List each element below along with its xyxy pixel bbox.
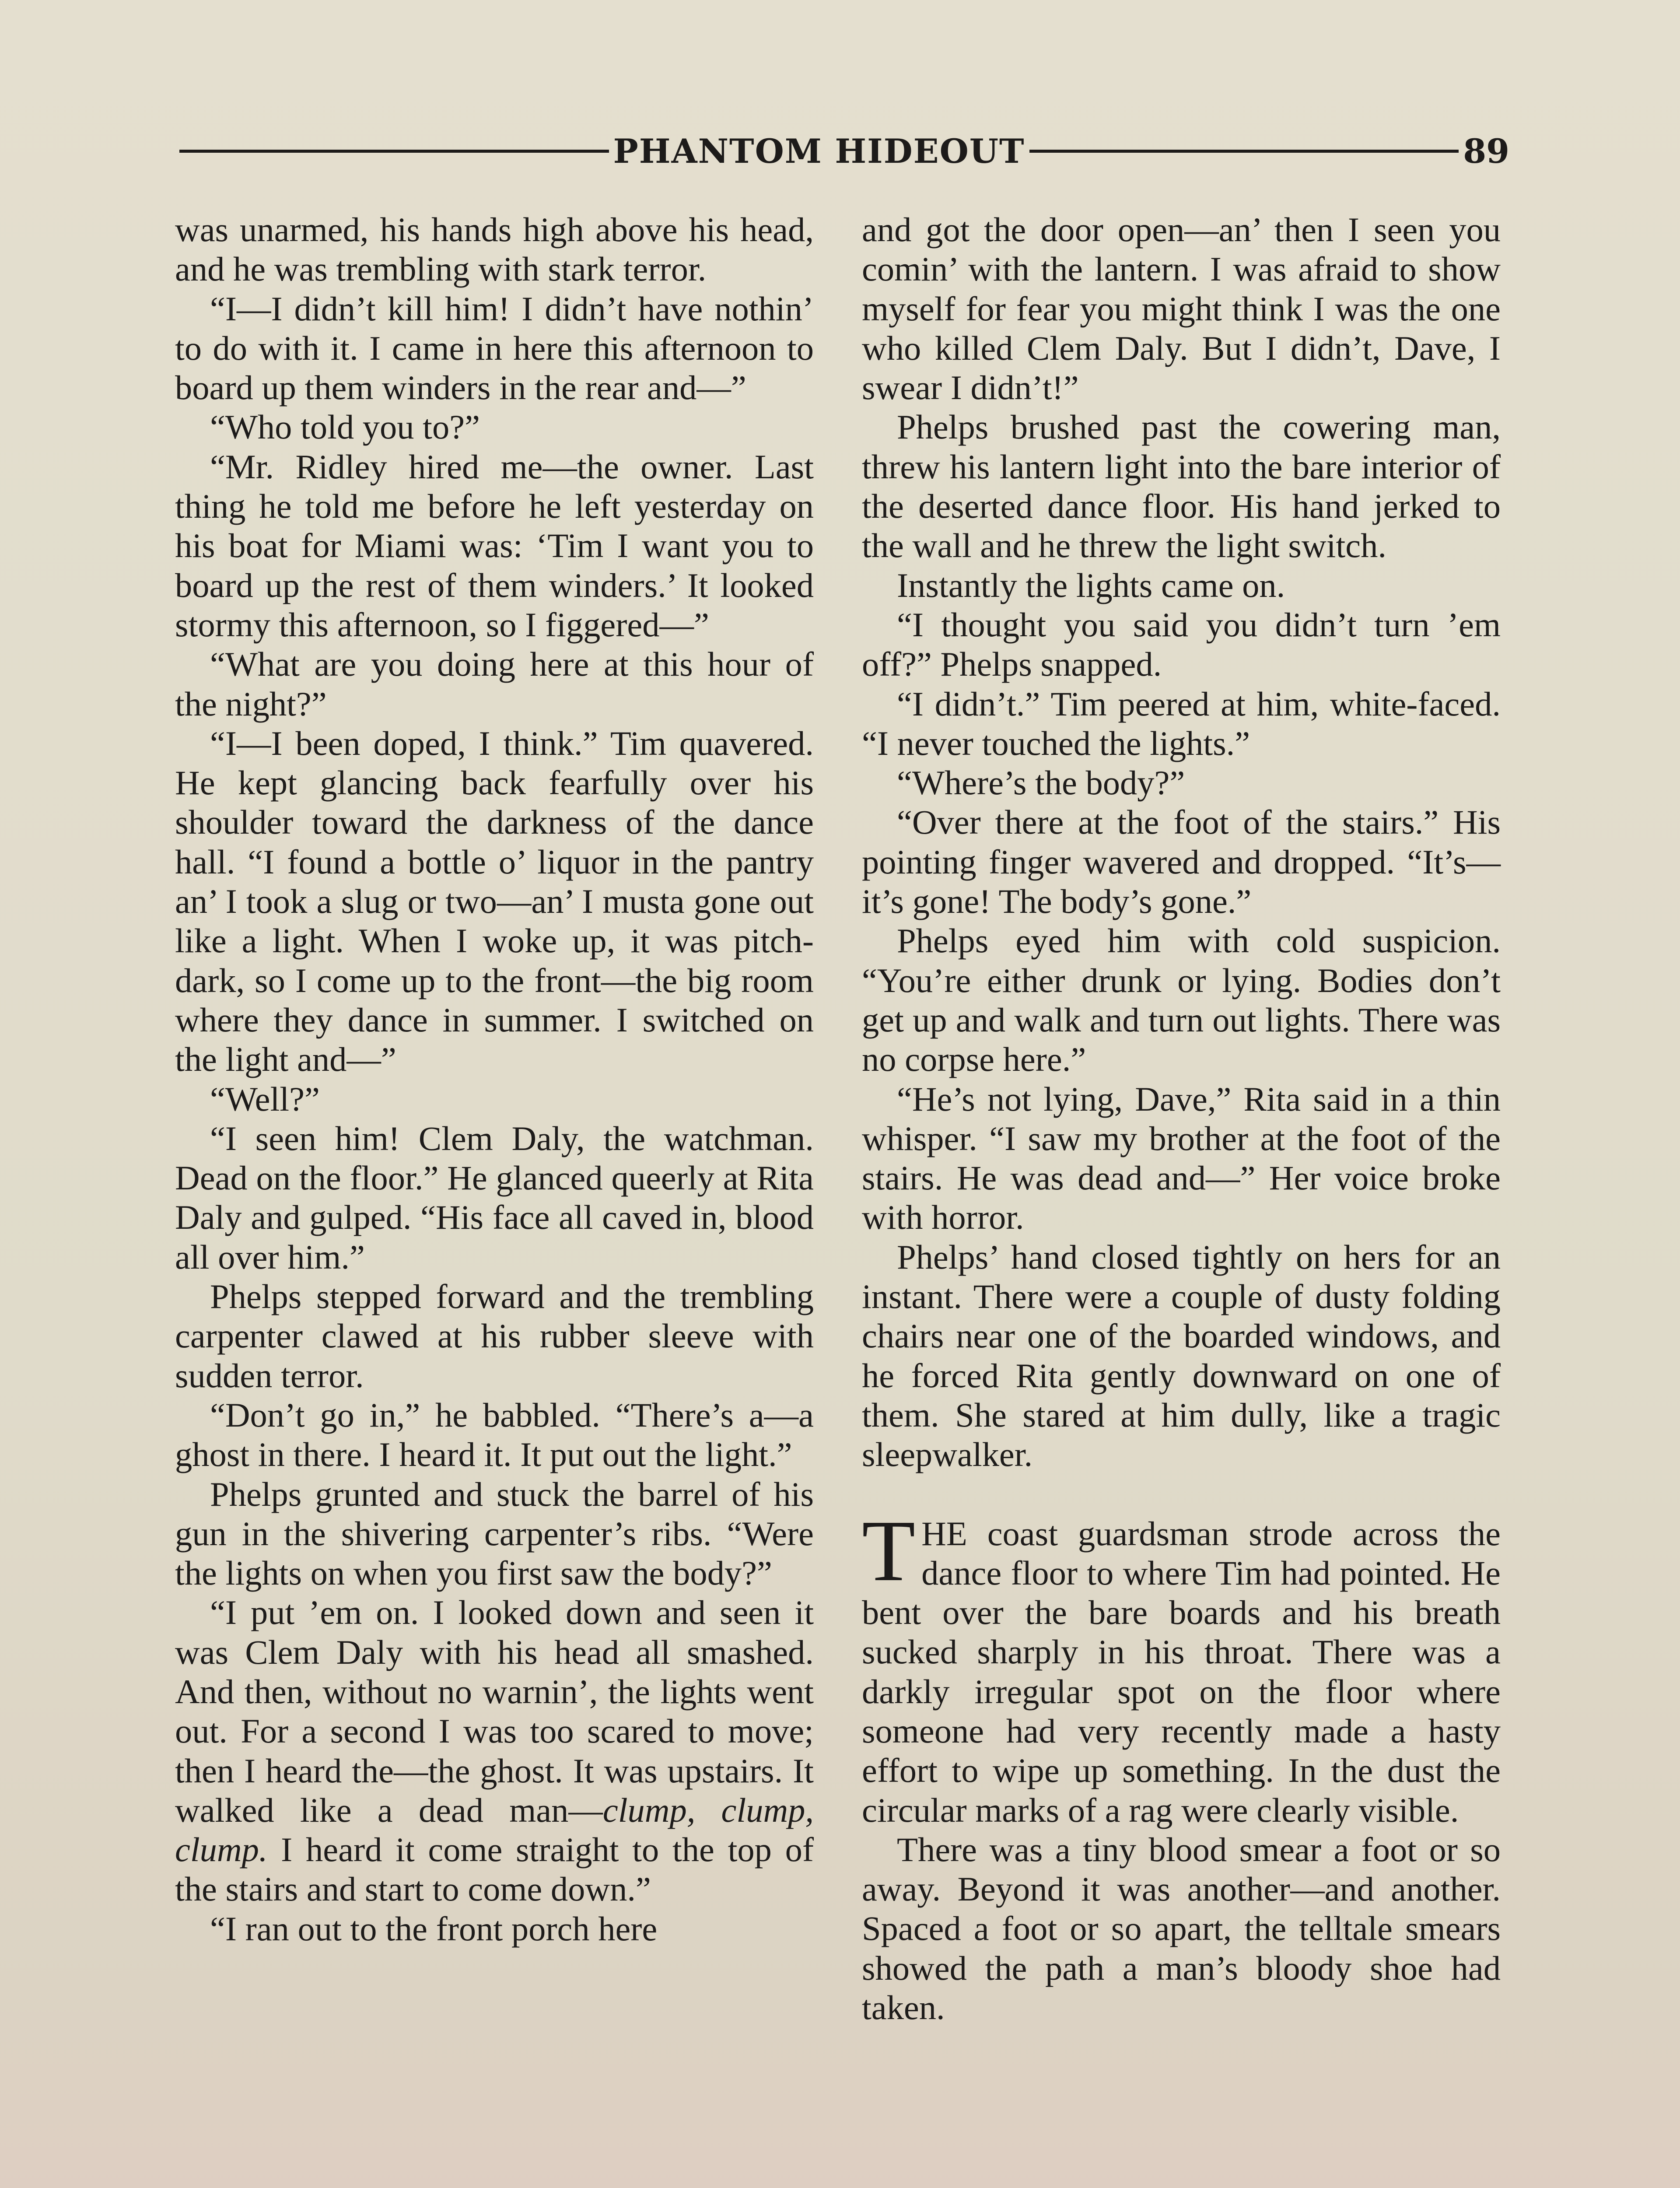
paragraph: “I thought you said you didn’t turn ’em off?” Phelps snapped. (862, 605, 1501, 684)
paragraph: “I ran out to the front porch here (210, 1909, 658, 1948)
paragraph: Phelps brushed past the cowering man, threw his lantern light into the bare interior of the deserted dance floor. His hand jerked to the wall and he threw the light switch. (862, 408, 1501, 565)
paragraph: “Where’s the body?” (897, 764, 1185, 802)
italic-sound-effect: clump, clump, clump. (175, 1791, 814, 1869)
section-opening-paragraph (862, 1502, 1501, 1830)
paragraph: “I seen him! Clem Daly, the watchman. Dead on the floor.” He glanced queerly at Rita Daly and gulped. “His face all caved in, blood all over him.” (175, 1119, 814, 1276)
paragraph: “I—I been doped, I think.” Tim quavered. He kept glancing back fearfully over his shoulder toward the darkness of the dance hall. “I found a bottle o’ liquor in the pantry an’ I took a slug or two—an’ I musta gone out like a light. When I woke up, it was pitch-dark, so I come up to the front—the big room where they dance in summer. I switched on the light and—” (175, 724, 814, 1079)
paragraph: Phelps’ hand closed tightly on hers for an instant. There were a couple of dusty folding chairs near one of the boarded windows, and he forced Rita gently downward on one of them. She stared at him dully, like a tragic sleepwalker. (862, 1238, 1501, 1474)
header-rule-right (1029, 150, 1459, 153)
paragraph: Phelps eyed him with cold suspicion. “You’re either drunk or lying. Bodies don’t get up and walk and turn out lights. There was no corpse here.” (862, 922, 1501, 1079)
page-number: 89 (1463, 131, 1510, 171)
paragraph: and got the door open—an’ then I seen you comin’ with the lantern. I was afraid to show myself for fear you might think I was the one who killed Clem Daly. But I didn’t, Dave, I swear I didn’t!” (862, 210, 1501, 407)
running-title: PHANTOM HIDEOUT (613, 131, 1025, 171)
paragraph: was unarmed, his hands high above his head, and he was trembling with stark terror. (175, 210, 814, 288)
paragraph-text: I heard it come straight to the top of the stairs and start to come down.” (175, 1830, 814, 1908)
paragraph: Instantly the lights came on. (897, 566, 1285, 604)
paragraph: “He’s not lying, Dave,” Rita said in a thin whisper. “I saw my brother at the foot of the stairs. He was dead and—” Her voice broke with horror. (862, 1080, 1501, 1237)
running-header (179, 127, 1509, 175)
drop-cap: T (862, 1502, 916, 1599)
left-column (175, 210, 814, 1949)
right-column (862, 210, 1501, 2027)
paragraph: “Over there at the foot of the stairs.” His pointing finger wavered and dropped. “It’s—it’s gone! The body’s gone.” (862, 803, 1501, 921)
paragraph: “What are you doing here at this hour of the night?” (175, 645, 814, 723)
paragraph: Phelps stepped forward and the trembling carpenter clawed at his rubber sleeve with sudden terror. (175, 1277, 814, 1395)
paragraph (175, 1593, 814, 1909)
paragraph: There was a tiny blood smear a foot or so away. Beyond it was another—and another. Spaced a foot or so apart, the telltale smears showed the path a man’s bloody shoe had taken. (862, 1830, 1501, 2027)
paragraph: “Mr. Ridley hired me—the owner. Last thing he told me before he left yesterday on his boat for Miami was: ‘Tim I want you to board up the rest of them winders.’ It looked stormy this afternoon, so I figgered—” (175, 447, 814, 644)
paragraph: “I—I didn’t kill him! I didn’t have nothin’ to do with it. I came in here this afternoon to board up them winders in the rear and—” (175, 289, 814, 407)
paragraph-text: “I put ’em on. I looked down and seen it was Clem Daly with his head all smashed. And then, without no warnin’, the lights went out. For a second I was too scared to move; then I heard the—the ghost. It was upstairs. It walked like a dead man— (175, 1593, 814, 1829)
header-rule-left (179, 150, 609, 153)
paragraph: “Who told you to?” (210, 408, 480, 446)
paragraph: “I didn’t.” Tim peered at him, white-faced. “I never touched the lights.” (862, 684, 1501, 762)
paragraph-text: HE coast guardsman strode across the dance floor to where Tim had pointed. He bent over the bare boards and his breath sucked sharply in his throat. There was a darkly irregular spot on the floor where someone had very recently made a hasty effort to wipe up something. In the dust the circular marks of a rag were clearly visible. (862, 1514, 1501, 1829)
paragraph: “Don’t go in,” he babbled. “There’s a—a ghost in there. I heard it. It put out the light.” (175, 1396, 814, 1474)
paragraph: “Well?” (210, 1080, 320, 1118)
paragraph: Phelps grunted and stuck the barrel of his gun in the shivering carpenter’s ribs. “Were the lights on when you first saw the body?” (175, 1475, 814, 1592)
